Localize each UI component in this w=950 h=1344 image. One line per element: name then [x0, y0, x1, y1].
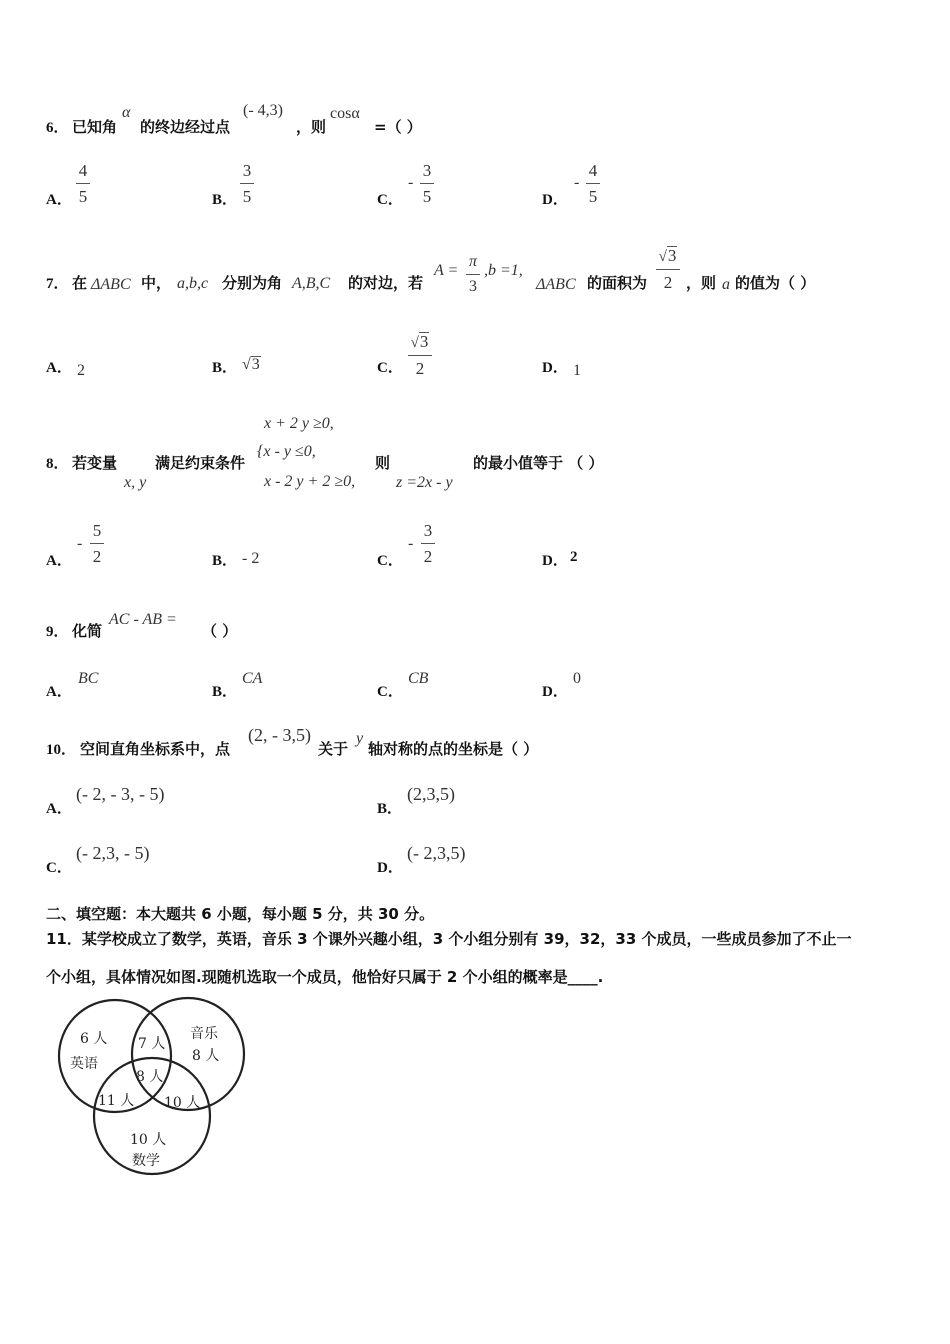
- q8-option-b-label: B．: [212, 553, 238, 569]
- q6-text-3: ，则: [296, 118, 327, 136]
- q6-option-a-label: A．: [46, 192, 72, 208]
- q8-option-a-num: 5: [92, 521, 102, 540]
- q10-text-3: 轴对称的点的坐标是（ ）: [368, 740, 539, 758]
- q7-text-2: 中，: [141, 274, 172, 292]
- q7-number: 7．: [46, 276, 69, 292]
- q6-option-a-den: 5: [78, 187, 88, 206]
- q8-option-d-label: D．: [542, 553, 568, 569]
- q7-triangle-1: ΔABC: [91, 276, 131, 293]
- q7-pi-over-3: [466, 254, 480, 295]
- q10-option-a-value: (- 2, - 3, - 5): [76, 784, 165, 804]
- q10-text-1: 空间直角坐标系中，点: [80, 740, 231, 758]
- q7-area-den: 2: [663, 273, 673, 292]
- q8-option-b-value: - 2: [242, 550, 260, 567]
- q9-option-a-value: BC: [78, 670, 99, 687]
- q7-area-num: 3: [667, 246, 677, 265]
- venn-math-count: 10 人: [130, 1132, 167, 1148]
- q8-objective: z =2x - y: [396, 474, 453, 491]
- venn-english-math: 11 人: [98, 1093, 135, 1109]
- q6-option-d-fraction: [586, 162, 600, 205]
- venn-english-count: 6 人: [80, 1031, 108, 1047]
- q8-text-4: 的最小值等于 （ ）: [473, 454, 604, 472]
- q9-option-b-value: CA: [242, 670, 263, 687]
- q10-axis: y: [356, 730, 364, 747]
- q9-number: 9．: [46, 624, 69, 640]
- q6-option-b-label: B．: [212, 192, 238, 208]
- q6-text-1: 已知角: [72, 118, 118, 136]
- q10-option-c-value: (- 2,3, - 5): [76, 843, 150, 863]
- q10-option-d-value: (- 2,3,5): [407, 843, 466, 863]
- q10-option-c-label: C．: [46, 860, 72, 876]
- q6-option-d-num: 4: [588, 161, 598, 180]
- q6-alpha: α: [122, 104, 131, 121]
- q7-option-c-num: 3: [419, 332, 429, 351]
- q7-option-a-value: 2: [77, 362, 85, 379]
- q9-text-2: （ ）: [202, 622, 238, 640]
- q7-option-d-value: 1: [573, 362, 581, 379]
- q6-text-4: =（ ）: [374, 118, 422, 136]
- q6-option-c-den: 5: [422, 187, 432, 206]
- q6-option-c-fraction: [420, 162, 434, 205]
- q7-option-c-label: C．: [377, 360, 403, 376]
- q6-option-b-fraction: [240, 162, 254, 205]
- q7-triangle-2: ΔABC: [536, 276, 576, 293]
- q7-option-b-value: √3: [242, 356, 260, 373]
- q9-option-a-label: A．: [46, 684, 72, 700]
- q11-line-1: 11．某学校成立了数学，英语，音乐 3 个课外兴趣小组，3 个小组分别有 39，32，33 个成员，一些成员参加了不止一: [46, 930, 852, 948]
- q10-point: (2, - 3,5): [248, 725, 311, 745]
- q8-option-a-den: 2: [92, 547, 102, 566]
- q8-text-3: 则: [375, 454, 391, 472]
- q6-option-a-fraction: [76, 162, 90, 205]
- q7-option-a-label: A．: [46, 360, 72, 376]
- q8-option-c-fraction: [421, 522, 435, 565]
- q8-vars: x, y: [124, 474, 147, 491]
- q7-sides: a,b,c: [177, 275, 209, 292]
- q8-constraint-2: {x - y ≤0,: [257, 443, 316, 460]
- q8-number: 8．: [46, 456, 69, 472]
- q6-option-d-sign: -: [574, 174, 580, 191]
- q8-text-2: 满足约束条件: [155, 454, 246, 472]
- q8-text-1: 若变量: [72, 454, 118, 472]
- q6-text-2: 的终边经过点: [140, 118, 231, 136]
- q7-option-c-fraction: √3 2: [408, 332, 432, 377]
- q7-option-b-label: B．: [212, 360, 238, 376]
- q8-option-a-label: A．: [46, 553, 72, 569]
- q8-option-c-num: 3: [423, 521, 433, 540]
- q6-option-b-num: 3: [242, 161, 252, 180]
- q10-option-d-label: D．: [377, 860, 403, 876]
- q10-text-2: 关于: [318, 740, 349, 758]
- q6-option-c-label: C．: [377, 192, 403, 208]
- venn-music-label: 音乐: [190, 1026, 218, 1042]
- q9-option-b-label: B．: [212, 684, 238, 700]
- q7-three: 3: [469, 278, 477, 295]
- q6-point: (- 4,3): [243, 102, 283, 119]
- q7-option-b-radicand: 3: [251, 356, 260, 373]
- q7-cond-b: ,b =1,: [484, 262, 523, 279]
- q7-text-3: 分别为角: [222, 274, 283, 292]
- venn-music-math: 10 人: [164, 1095, 201, 1111]
- q6-cos: cosα: [330, 105, 360, 122]
- q6-option-d-label: D．: [542, 192, 568, 208]
- q8-constraint-1: x + 2 y ≥0,: [264, 415, 334, 432]
- venn-math-label: 数学: [132, 1153, 160, 1169]
- q6-option-c-num: 3: [422, 161, 432, 180]
- q6-option-d-den: 5: [588, 187, 598, 206]
- q10-option-a-label: A．: [46, 801, 72, 817]
- venn-diagram: [52, 996, 252, 1182]
- q6-option-b-den: 5: [242, 187, 252, 206]
- q9-option-d-value: 0: [573, 670, 581, 687]
- venn-english-music: 7 人: [138, 1036, 166, 1052]
- q9-option-d-label: D．: [542, 684, 568, 700]
- q7-text-1: 在: [72, 274, 88, 292]
- venn-circle-music: [132, 998, 244, 1110]
- q6-option-c-sign: -: [408, 174, 414, 191]
- q7-text-6: ，则: [686, 274, 717, 292]
- q8-option-c-sign: -: [408, 535, 414, 552]
- q6-number: 6．: [46, 120, 69, 136]
- q9-expression: AC - AB =: [109, 611, 177, 628]
- q8-option-a-fraction: [90, 522, 104, 565]
- q8-constraint-3: x - 2 y + 2 ≥0,: [264, 473, 356, 490]
- q7-option-c-den: 2: [415, 359, 425, 378]
- q7-cond-a: A =: [434, 262, 459, 279]
- q7-text-4: 的对边，若: [348, 274, 424, 292]
- q9-text-1: 化简: [72, 622, 103, 640]
- q7-var-a: a: [722, 276, 730, 293]
- section-2-heading: 二、填空题：本大题共 6 小题，每小题 5 分，共 30 分。: [46, 905, 435, 923]
- q7-text-7: 的值为（ ）: [735, 274, 816, 292]
- q11-line-2: 个小组，具体情况如图.现随机选取一个成员，他恰好只属于 2 个小组的概率是____.: [46, 968, 604, 986]
- q10-number: 10．: [46, 742, 77, 758]
- venn-music-count: 8 人: [192, 1048, 220, 1064]
- q9-option-c-label: C．: [377, 684, 403, 700]
- q7-text-5: 的面积为: [587, 274, 648, 292]
- q10-option-b-label: B．: [377, 801, 403, 817]
- venn-all-three: 8 人: [136, 1069, 164, 1085]
- q8-option-a-sign: -: [77, 535, 83, 552]
- q8-option-c-den: 2: [423, 547, 433, 566]
- q7-option-d-label: D．: [542, 360, 568, 376]
- q8-option-c-label: C．: [377, 553, 403, 569]
- q7-angles: A,B,C: [292, 275, 331, 292]
- q7-pi: π: [468, 253, 477, 270]
- q7-area-fraction: √3 2: [656, 246, 680, 291]
- q9-option-c-value: CB: [408, 670, 429, 687]
- q6-option-a-num: 4: [78, 161, 88, 180]
- q8-option-d-value: 2: [570, 549, 578, 565]
- venn-english-label: 英语: [70, 1056, 98, 1072]
- q10-option-b-value: (2,3,5): [407, 784, 455, 804]
